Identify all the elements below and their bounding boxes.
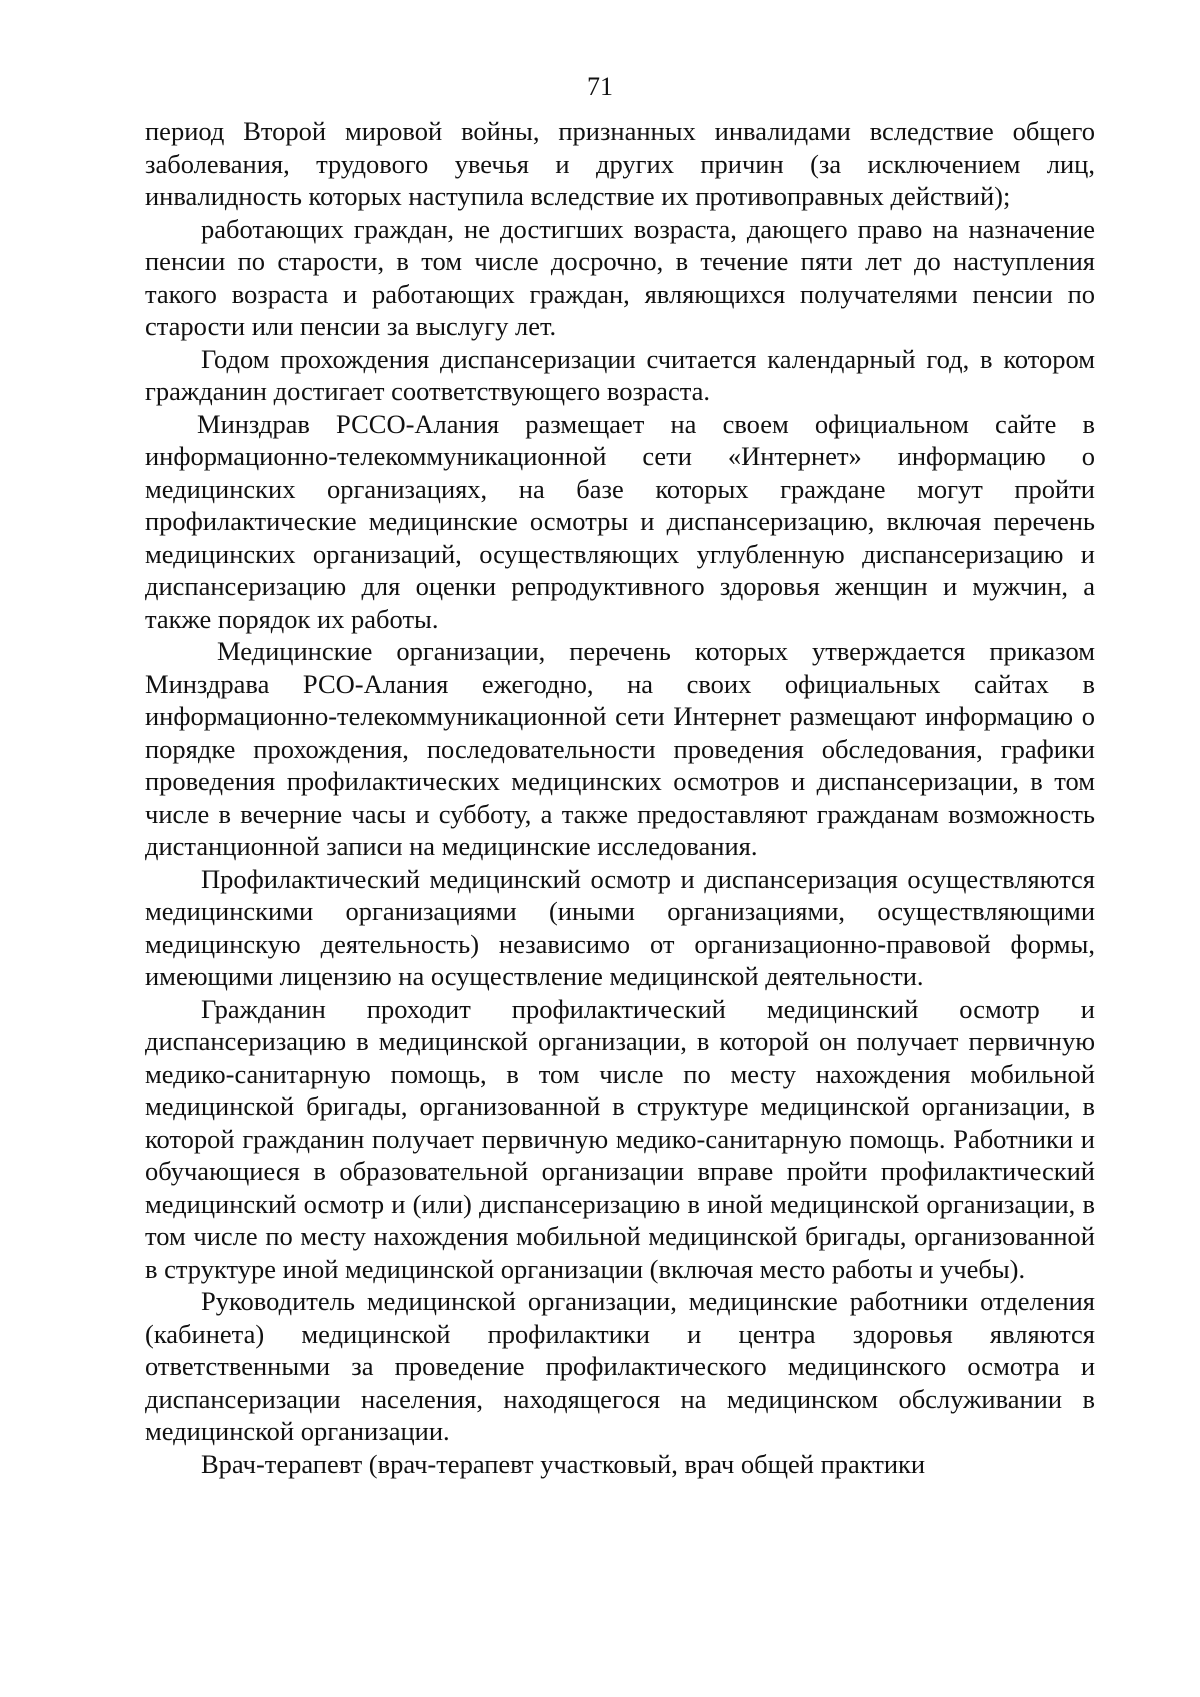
paragraph-working-citizens: работающих граждан, не достигших возраста, дающего право на назначение пенсии по старости, в том числе досрочно, в течение пяти лет до наступления такого возраста и работающих граждан, являющихся получателями пенсии по старости или пенсии за выслугу лет. bbox=[145, 213, 1095, 341]
paragraph-ministry-website: Минздрав РССО-Алания размещает на своем официальном сайте в информационно-телекоммуникационной сети «Интернет» информацию о медицинских организациях, на базе которых граждане могут пройти профилактические медицинские осмотры и диспансеризацию, включая перечень медицинских организаций, осуществляющих углубленную диспансеризацию и диспансеризацию для оценки репродуктивного здоровья женщин и мужчин, а также порядок их работы. bbox=[145, 408, 1095, 634]
paragraph-preventive-examination: Профилактический медицинский осмотр и диспансеризация осуществляются медицинскими организациями (иными организациями, осуществляющими медицинскую деятельность) независимо от организационно-правовой формы, имеющими лицензию на осуществление медицинской деятельности. bbox=[145, 863, 1095, 991]
paragraph-citizen-examination: Гражданин проходит профилактический медицинский осмотр и диспансеризацию в медицинской организации, в которой он получает первичную медико-санитарную помощь, в том числе по месту нахождения мобильной медицинской бригады, организованной в структуре медицинской организации, в которой гражданин получает первичную медико-санитарную помощь. Работники и обучающиеся в образовательной организации вправе пройти профилактический медицинский осмотр и (или) диспансеризацию в иной медицинской организации, в том числе по месту нахождения мобильной медицинской бригады, организованной в структуре иной медицинской организации (включая место работы и учебы). bbox=[145, 993, 1095, 1284]
document-body bbox=[145, 115, 1095, 1480]
paragraph-responsible-persons: Руководитель медицинской организации, медицинские работники отделения (кабинета) медицинской профилактики и центра здоровья являются ответственными за проведение профилактического медицинского осмотра и диспансеризации населения, находящегося на медицинском обслуживании в медицинской организации. bbox=[145, 1286, 1095, 1446]
paragraph-medical-organizations: Медицинские организации, перечень которых утверждается приказом Минздрава РСО-Алания ежегодно, на своих официальных сайтах в информационно-телекоммуникационной сети Интернет размещают информацию о порядке прохождения, последовательности проведения обследования, графики проведения профилактических медицинских осмотров и диспансеризации, в том числе в вечерние часы и субботу, а также предоставляют гражданам возможность дистанционной записи на медицинские исследования. bbox=[145, 636, 1095, 861]
paragraph-therapist: Врач-терапевт (врач-терапевт участковый, врач общей практики bbox=[201, 1448, 926, 1479]
paragraph-year-of-examination: Годом прохождения диспансеризации считается календарный год, в котором гражданин достигает соответствующего возраста. bbox=[145, 343, 1095, 406]
paragraph-continuation: период Второй мировой войны, признанных инвалидами вследствие общего заболевания, трудового увечья и других причин (за исключением лиц, инвалидность которых наступила вследствие их противоправных действий); bbox=[145, 116, 1095, 211]
page-number: 71 bbox=[587, 72, 613, 101]
